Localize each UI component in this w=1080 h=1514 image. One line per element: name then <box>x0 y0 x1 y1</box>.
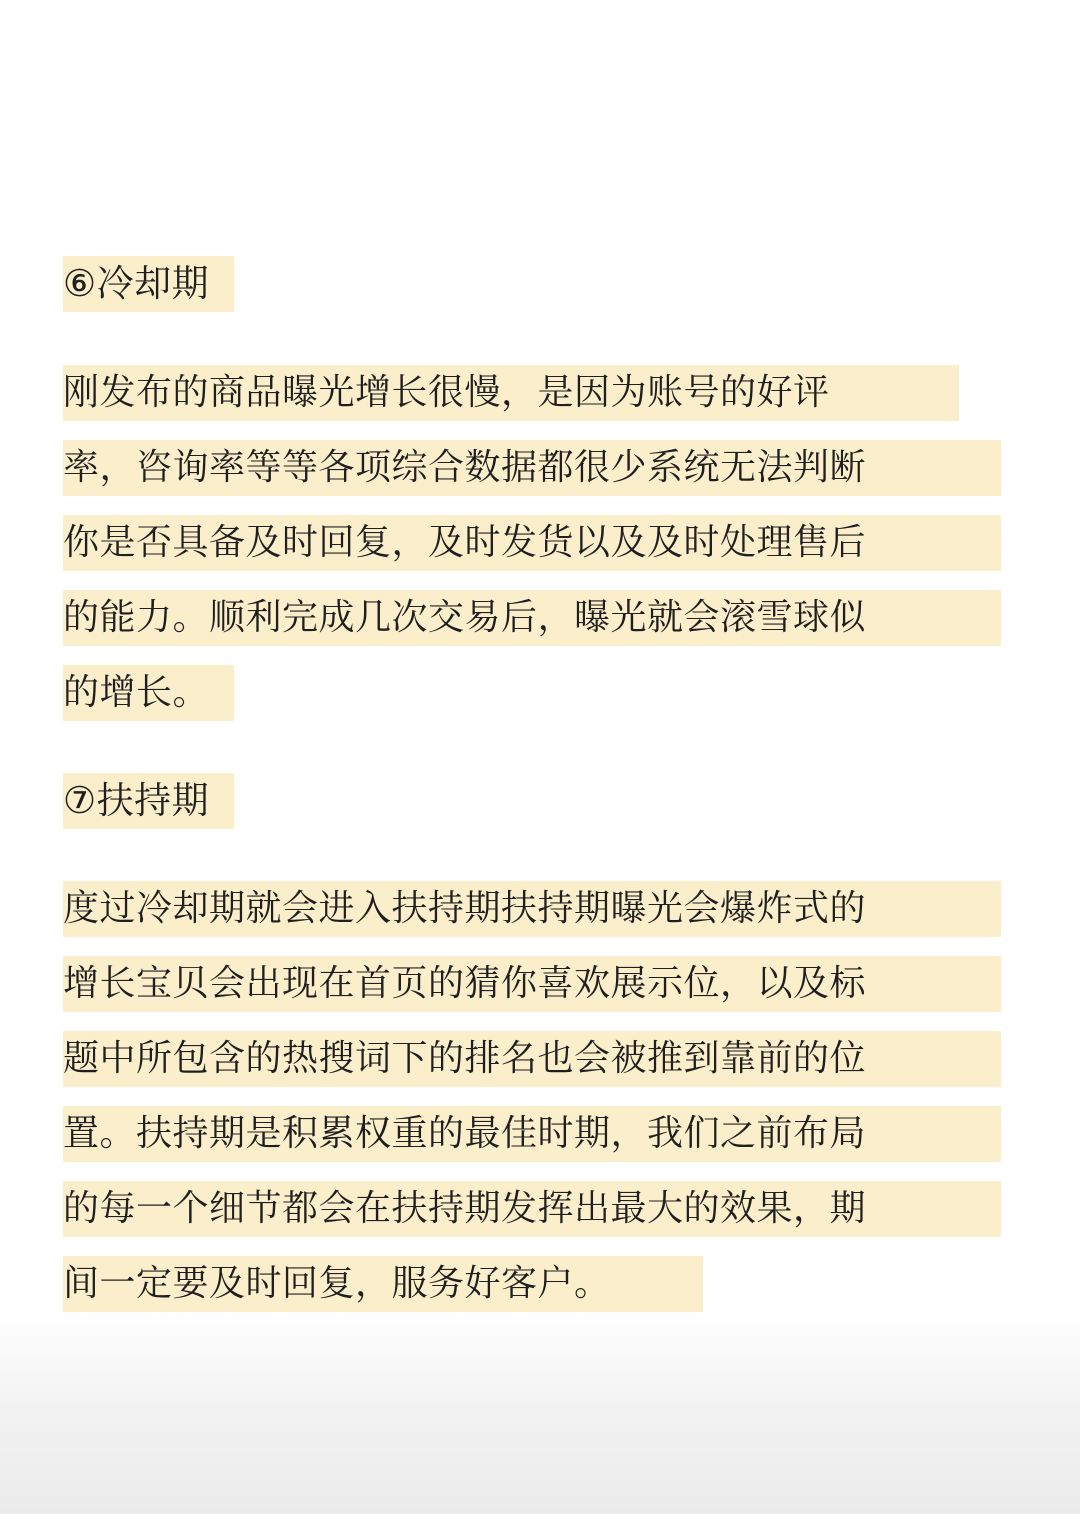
section-6-line-1: 刚发布的商品曝光增长很慢，是因为账号的好评 <box>63 365 959 421</box>
section-7-line-4: 置。扶持期是积累权重的最佳时期，我们之前布局 <box>63 1106 1001 1162</box>
section-6-line-2: 率，咨询率等等各项综合数据都很少系统无法判断 <box>63 440 1001 496</box>
section-7-line-5: 的每一个细节都会在扶持期发挥出最大的效果，期 <box>63 1181 1001 1237</box>
section-7-line-1: 度过冷却期就会进入扶持期扶持期曝光会爆炸式的 <box>63 881 1001 937</box>
section-7-line-6: 间一定要及时回复，服务好客户。 <box>63 1256 703 1312</box>
section-7-heading: ⑦扶持期 <box>63 773 234 829</box>
section-6-line-5: 的增长。 <box>63 665 234 721</box>
section-6-heading: ⑥冷却期 <box>63 256 234 312</box>
section-6-line-4: 的能力。顺利完成几次交易后，曝光就会滚雪球似 <box>63 590 1001 646</box>
section-6-line-3: 你是否具备及时回复，及时发货以及及时处理售后 <box>63 515 1001 571</box>
section-7-line-2: 增长宝贝会出现在首页的猜你喜欢展示位，以及标 <box>63 956 1001 1012</box>
section-7-line-3: 题中所包含的热搜词下的排名也会被推到靠前的位 <box>63 1031 1001 1087</box>
